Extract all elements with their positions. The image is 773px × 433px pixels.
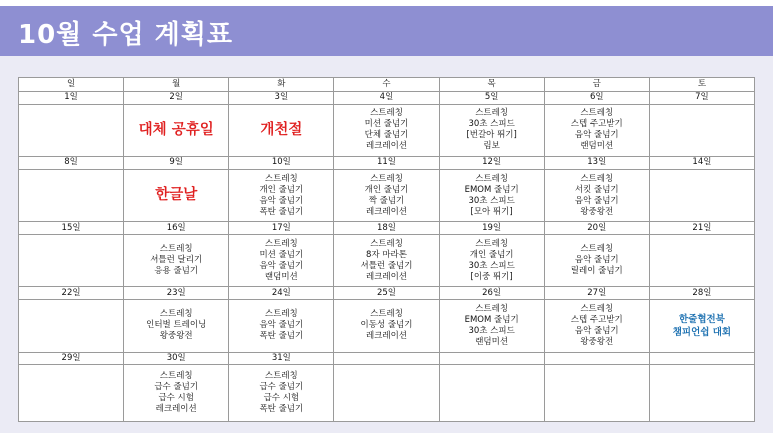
activity-line: 스트레칭	[159, 371, 193, 382]
activity-cell	[19, 169, 124, 221]
activity-line: 음악 줄넘기	[574, 130, 619, 141]
activity-cell	[544, 365, 649, 422]
activity-cell	[334, 104, 439, 156]
date-cell: 31일	[229, 352, 334, 365]
activity-line: 레크레이션	[365, 141, 408, 152]
activity-line: 음악 줄넘기	[574, 325, 619, 336]
date-cell: 9일	[124, 157, 229, 170]
activity-line: 스트레칭	[580, 303, 614, 314]
activity-line: 급수 줄넘기	[259, 382, 304, 393]
date-cell: 27일	[544, 287, 649, 300]
activity-cell	[19, 365, 124, 422]
activity-line: 랜덤미션	[264, 271, 298, 282]
activity-line: 릴레이 줄넘기	[570, 266, 623, 277]
activity-cell	[229, 235, 334, 287]
activity-cell	[439, 365, 544, 422]
weekday-header: 월	[124, 78, 229, 92]
activity-line: 개인 줄넘기	[469, 249, 514, 260]
activity-line: 셔틀런 줄넘기	[360, 260, 413, 271]
activity-cell	[19, 104, 124, 156]
holiday-label: 대체 공휴일	[138, 121, 214, 138]
activity-line: 스트레칭	[580, 108, 614, 119]
activity-row	[19, 365, 755, 422]
activity-line: 음악 줄넘기	[259, 260, 304, 271]
activity-cell	[334, 365, 439, 422]
activity-line: 스텝 주고받기	[570, 314, 623, 325]
activity-cell	[124, 235, 229, 287]
weekday-header-row	[19, 78, 755, 92]
date-row	[19, 91, 755, 104]
activity-line: 스트레칭	[580, 244, 614, 255]
date-cell: 12일	[439, 157, 544, 170]
date-cell: 5일	[439, 91, 544, 104]
activity-cell	[229, 104, 334, 156]
activity-row	[19, 235, 755, 287]
activity-cell	[229, 365, 334, 422]
activity-line: 스트레칭	[264, 309, 298, 320]
date-cell: 22일	[19, 287, 124, 300]
activity-cell	[544, 300, 649, 352]
activity-cell	[439, 169, 544, 221]
date-cell: 1일	[19, 91, 124, 104]
activity-line: 급수 시험	[263, 393, 300, 404]
activity-cell	[229, 300, 334, 352]
date-row	[19, 352, 755, 365]
weekday-header: 토	[649, 78, 754, 92]
activity-cell	[334, 300, 439, 352]
date-cell	[439, 352, 544, 365]
date-cell: 25일	[334, 287, 439, 300]
date-cell	[649, 352, 754, 365]
activity-line: EMOM 줄넘기	[464, 184, 519, 195]
activity-line: 폭탄 줄넘기	[259, 206, 304, 217]
activity-line: 스트레칭	[159, 244, 193, 255]
activity-line: 급수 줄넘기	[154, 382, 199, 393]
activity-line: 레크레이션	[365, 331, 408, 342]
activity-cell	[124, 169, 229, 221]
date-cell: 8일	[19, 157, 124, 170]
date-cell: 26일	[439, 287, 544, 300]
activity-line: 30초 스피드	[468, 260, 515, 271]
date-cell: 30일	[124, 352, 229, 365]
weekday-header: 수	[334, 78, 439, 92]
weekday-header: 금	[544, 78, 649, 92]
activity-line: 개인 줄넘기	[259, 184, 304, 195]
activity-line: 급수 시험	[158, 393, 194, 404]
event-label: 챔피언쉽 대회	[672, 326, 732, 338]
activity-line: 미션 줄넘기	[364, 119, 409, 130]
activity-line: [이중 뛰기]	[470, 271, 513, 282]
activity-line: 스트레칭	[475, 173, 509, 184]
date-cell: 19일	[439, 222, 544, 235]
activity-line: 스트레칭	[264, 238, 298, 249]
activity-line: 폭탄 줄넘기	[259, 404, 304, 415]
date-cell: 10일	[229, 157, 334, 170]
activity-cell	[19, 300, 124, 352]
activity-cell	[544, 104, 649, 156]
event-label: 한줄협전북	[678, 313, 725, 325]
date-cell: 24일	[229, 287, 334, 300]
holiday-label: 한글날	[155, 187, 198, 204]
date-cell: 17일	[229, 222, 334, 235]
activity-cell	[649, 169, 754, 221]
activity-line: 스트레칭	[264, 173, 298, 184]
activity-row	[19, 300, 755, 352]
weekday-header: 목	[439, 78, 544, 92]
activity-line: 스트레칭	[475, 108, 509, 119]
date-cell: 16일	[124, 222, 229, 235]
activity-line: 응용 줄넘기	[154, 266, 199, 277]
activity-line: 단체 줄넘기	[364, 130, 409, 141]
activity-line: 인터벌 트레이닝	[146, 320, 207, 331]
activity-line: 레크레이션	[365, 271, 408, 282]
date-row	[19, 287, 755, 300]
holiday-label: 개천절	[260, 121, 303, 138]
activity-cell	[439, 300, 544, 352]
activity-line: 음악 줄넘기	[574, 195, 619, 206]
activity-row	[19, 169, 755, 221]
date-cell: 7일	[649, 91, 754, 104]
activity-line: 음악 줄넘기	[259, 320, 304, 331]
activity-cell	[124, 365, 229, 422]
activity-cell	[439, 104, 544, 156]
activity-line: 30초 스피드	[468, 325, 515, 336]
activity-cell	[439, 235, 544, 287]
date-cell: 4일	[334, 91, 439, 104]
date-cell: 28일	[649, 287, 754, 300]
activity-cell	[649, 235, 754, 287]
activity-cell	[544, 169, 649, 221]
activity-line: 음악 줄넘기	[574, 255, 619, 266]
activity-line: 30초 스피드	[468, 119, 515, 130]
activity-line: 서킷 줄넘기	[574, 184, 619, 195]
activity-line: 스트레칭	[370, 108, 403, 119]
date-cell: 2일	[124, 91, 229, 104]
activity-cell	[124, 104, 229, 156]
activity-line: 스트레칭	[159, 309, 193, 320]
title-banner	[0, 6, 773, 56]
date-row	[19, 157, 755, 170]
activity-cell	[334, 235, 439, 287]
date-cell: 3일	[229, 91, 334, 104]
activity-cell	[334, 169, 439, 221]
date-cell: 14일	[649, 157, 754, 170]
date-cell: 21일	[649, 222, 754, 235]
activity-line: 스트레칭	[370, 173, 403, 184]
activity-line: 왕중왕전	[580, 336, 614, 347]
date-row	[19, 222, 755, 235]
activity-line: 8자 마라톤	[366, 249, 407, 260]
activity-line: 레크레이션	[365, 206, 408, 217]
activity-line: [모아 뛰기]	[470, 206, 513, 217]
date-cell	[544, 352, 649, 365]
activity-line: 개인 줄넘기	[364, 184, 409, 195]
date-cell: 6일	[544, 91, 649, 104]
activity-line: [번갈아 뛰기]	[466, 130, 517, 141]
date-cell: 29일	[19, 352, 124, 365]
activity-line: 이동성 줄넘기	[360, 320, 413, 331]
weekday-header: 일	[19, 78, 124, 92]
activity-line: 스트레칭	[475, 238, 509, 249]
date-cell: 20일	[544, 222, 649, 235]
activity-line: 셔틀런 달리기	[150, 255, 203, 266]
activity-row	[19, 104, 755, 156]
activity-line: 짝 줄넘기	[368, 195, 405, 206]
activity-line: 스트레칭	[370, 238, 403, 249]
activity-line: 왕중왕전	[580, 206, 614, 217]
date-cell: 23일	[124, 287, 229, 300]
activity-cell	[649, 300, 754, 352]
activity-line: 30초 스피드	[468, 195, 515, 206]
date-cell: 11일	[334, 157, 439, 170]
calendar-table	[18, 77, 755, 422]
activity-line: 스트레칭	[370, 309, 403, 320]
activity-line: 왕중왕전	[159, 331, 193, 342]
date-cell: 15일	[19, 222, 124, 235]
activity-cell	[649, 365, 754, 422]
activity-cell	[649, 104, 754, 156]
activity-line: 레크레이션	[155, 404, 197, 415]
date-cell: 18일	[334, 222, 439, 235]
activity-line: 음악 줄넘기	[259, 195, 304, 206]
activity-line: 스텝 주고받기	[570, 119, 623, 130]
activity-cell	[124, 300, 229, 352]
activity-cell	[544, 235, 649, 287]
activity-line: 미션 줄넘기	[259, 249, 304, 260]
activity-cell	[19, 235, 124, 287]
date-cell: 13일	[544, 157, 649, 170]
weekday-header: 화	[229, 78, 334, 92]
activity-line: 스트레칭	[475, 303, 509, 314]
activity-line: EMOM 줄넘기	[464, 314, 519, 325]
activity-line: 폭탄 줄넘기	[259, 331, 304, 342]
page-title: 10월 수업 계획표	[18, 20, 233, 50]
activity-cell	[229, 169, 334, 221]
date-cell	[334, 352, 439, 365]
activity-line: 랜덤미션	[475, 336, 509, 347]
activity-line: 스트레칭	[264, 371, 298, 382]
activity-line: 랜덤미션	[580, 141, 614, 152]
schedule-area	[0, 56, 773, 433]
activity-line: 스트레칭	[580, 173, 614, 184]
activity-line: 림보	[483, 141, 500, 152]
